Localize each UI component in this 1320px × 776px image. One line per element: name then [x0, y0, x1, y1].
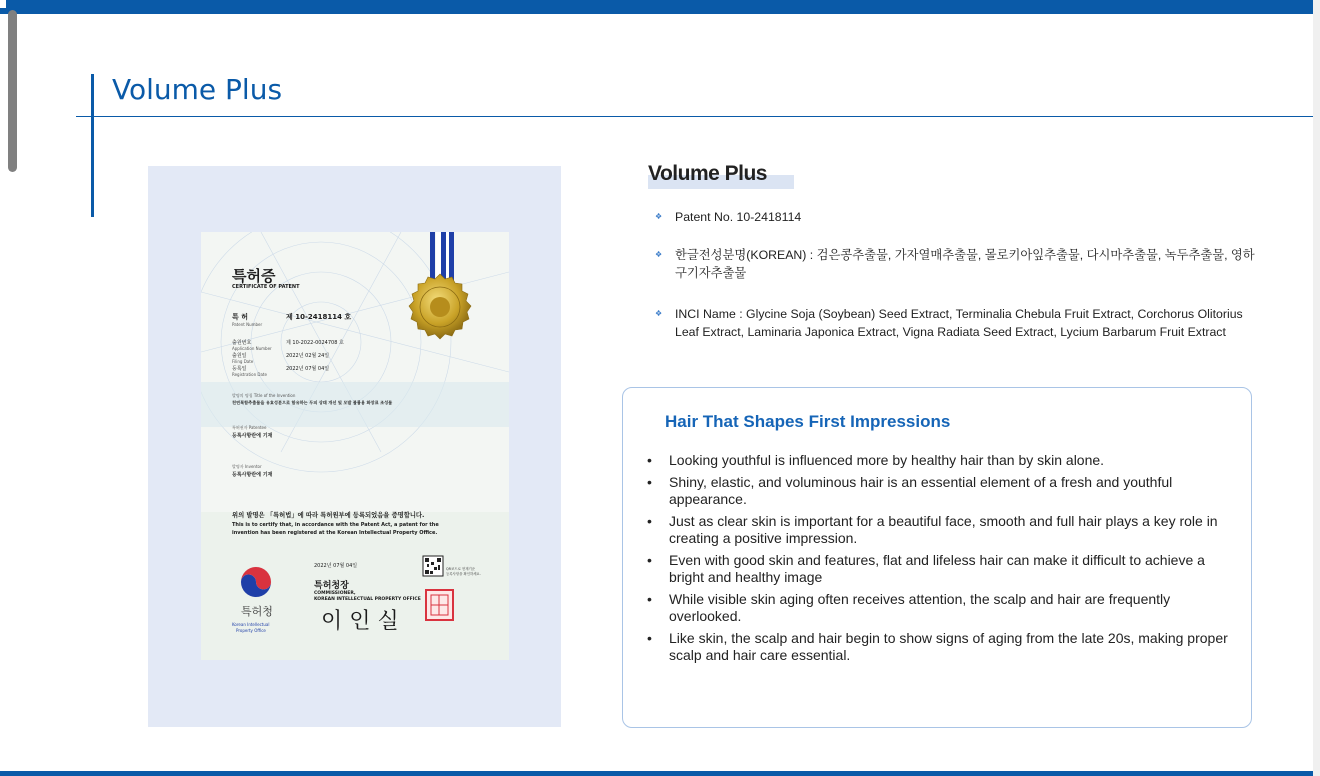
- list-item: [643, 591, 1243, 625]
- list-item-text: Shiny, elastic, and voluminous hair is an essential element of a fresh and youthful appearance.: [669, 474, 1173, 507]
- bullet-icon: •: [647, 591, 652, 607]
- certificate-title-en: CERTIFICATE OF PATENT: [232, 284, 300, 290]
- issue-date: 2022년 07월 04일: [314, 563, 358, 569]
- patentee-value: 등록사항란에 기재: [232, 433, 273, 439]
- invention-title: 천연복합추출물을 유효성분으로 함유하는 두피 상태 개선 및 모발 볼륨용 화장료 조성물: [232, 400, 393, 405]
- certify-statement-en-1: This is to certify that, in accordance with the Patent Act, a patent for the: [232, 522, 439, 528]
- title-horizontal-rule: [76, 116, 1313, 117]
- info-item-text: 한글전성분명(KOREAN) : 검은콩추출물, 가자열매추출물, 몰로키아잎추출물, 다시마추출물, 녹두추출물, 영하구기자추출물: [675, 248, 1255, 280]
- patentee-label: 특허권자 Patentee: [232, 425, 267, 430]
- info-item-text: INCI Name : Glycine Soja (Soybean) Seed Extract, Terminalia Chebula Fruit Extract, Corchorus Olitorius Leaf Extract, Laminaria Japonica Extract, Vigna Radiata Seed Extract, Lycium Barbarum Fruit Extract: [675, 307, 1243, 339]
- certify-statement-ko: 위의 발명은 「특허법」에 따라 특허원부에 등록되었음을 증명합니다.: [232, 512, 425, 519]
- application-label-en: Application Number: [232, 346, 272, 351]
- inventor-value: 등록사항란에 기재: [232, 472, 273, 478]
- list-item: [643, 630, 1243, 664]
- list-item: [643, 552, 1243, 586]
- red-official-seal: [426, 590, 453, 620]
- office-name-en-2: Property Office: [236, 628, 266, 633]
- qr-note-1: QR코드로 현재기준: [446, 567, 476, 571]
- registration-date: 2022년 07월 04일: [286, 366, 330, 372]
- hair-impressions-box: [622, 387, 1252, 728]
- registration-label-ko: 등록일: [232, 366, 247, 372]
- patent-label-ko: 특 허: [232, 313, 248, 321]
- qr-code: [423, 556, 443, 576]
- patent-label-en: Patent Number: [232, 322, 263, 327]
- bullet-icon: •: [647, 452, 652, 468]
- list-item: [643, 474, 1243, 508]
- commissioner-signature: 이 인 실: [321, 609, 399, 634]
- bottom-accent-bar: [0, 771, 1313, 776]
- box-bullet-list: [643, 452, 1243, 669]
- title-vertical-rule: [91, 74, 94, 217]
- vertical-scrollbar[interactable]: [8, 10, 17, 172]
- top-corner-mark: [0, 0, 6, 8]
- inventor-label: 발명자 Inventor: [232, 464, 262, 469]
- page-title: Volume Plus: [112, 73, 283, 106]
- section-title: Volume Plus: [648, 162, 767, 185]
- ribbon: [430, 232, 454, 282]
- list-item: [643, 513, 1243, 547]
- certify-statement-en-2: invention has been registered at the Korean Intellectual Property Office.: [232, 530, 438, 536]
- application-label-ko: 출원번호: [232, 340, 252, 346]
- box-title: Hair That Shapes First Impressions: [665, 412, 951, 431]
- list-item-text: Looking youthful is influenced more by healthy hair than by skin alone.: [669, 452, 1105, 468]
- filing-date: 2022년 02월 24일: [286, 353, 330, 359]
- bullet-icon: •: [647, 513, 652, 529]
- commissioner-title-ko: 특허청장: [314, 581, 349, 591]
- application-number: 제 10-2022-0024708 호: [286, 340, 344, 346]
- commissioner-title-en-2: KOREAN INTELLECTUAL PROPERTY OFFICE: [314, 597, 421, 602]
- invention-label: 발명의 명칭 Title of the Invention: [232, 393, 296, 398]
- commissioner-title-en-1: COMMISSIONER,: [314, 591, 356, 596]
- diamond-bullet-icon: ❖: [655, 250, 663, 259]
- top-accent-bar: [0, 0, 1313, 14]
- office-name-en-1: Korean Intellectual: [232, 622, 270, 627]
- bullet-icon: •: [647, 552, 652, 568]
- office-name-ko: 특허청: [241, 605, 273, 618]
- patent-certificate-image: [201, 232, 509, 660]
- list-item-text: Just as clear skin is important for a beautiful face, smooth and full hair plays a key role in creating a positive impression.: [669, 513, 1218, 546]
- patent-number: 제 10-2418114 호: [286, 313, 352, 321]
- diamond-bullet-icon: ❖: [655, 309, 663, 318]
- list-item-text: Like skin, the scalp and hair begin to show signs of aging from the late 20s, making proper scalp and hair care essential.: [669, 630, 1228, 663]
- diamond-bullet-icon: ❖: [655, 212, 663, 221]
- kipo-logo: [241, 567, 271, 597]
- list-item-text: Even with good skin and features, flat and lifeless hair can make it difficult to achieve a bright and healthy image: [669, 552, 1205, 585]
- list-item: [643, 452, 1243, 469]
- info-item-text: Patent No. 10-2418114: [675, 210, 802, 224]
- list-item-text: While visible skin aging often receives attention, the scalp and hair are frequently overlooked.: [669, 591, 1171, 624]
- bullet-icon: •: [647, 630, 652, 646]
- bullet-icon: •: [647, 474, 652, 490]
- filing-label-ko: 출원일: [232, 353, 247, 359]
- filing-label-en: Filing Date: [232, 359, 254, 364]
- registration-label-en: Registration Date: [232, 372, 267, 377]
- certificate-title-ko: 특허증: [232, 267, 276, 285]
- qr-note-2: 등록사항을 확인하세요.: [446, 572, 481, 576]
